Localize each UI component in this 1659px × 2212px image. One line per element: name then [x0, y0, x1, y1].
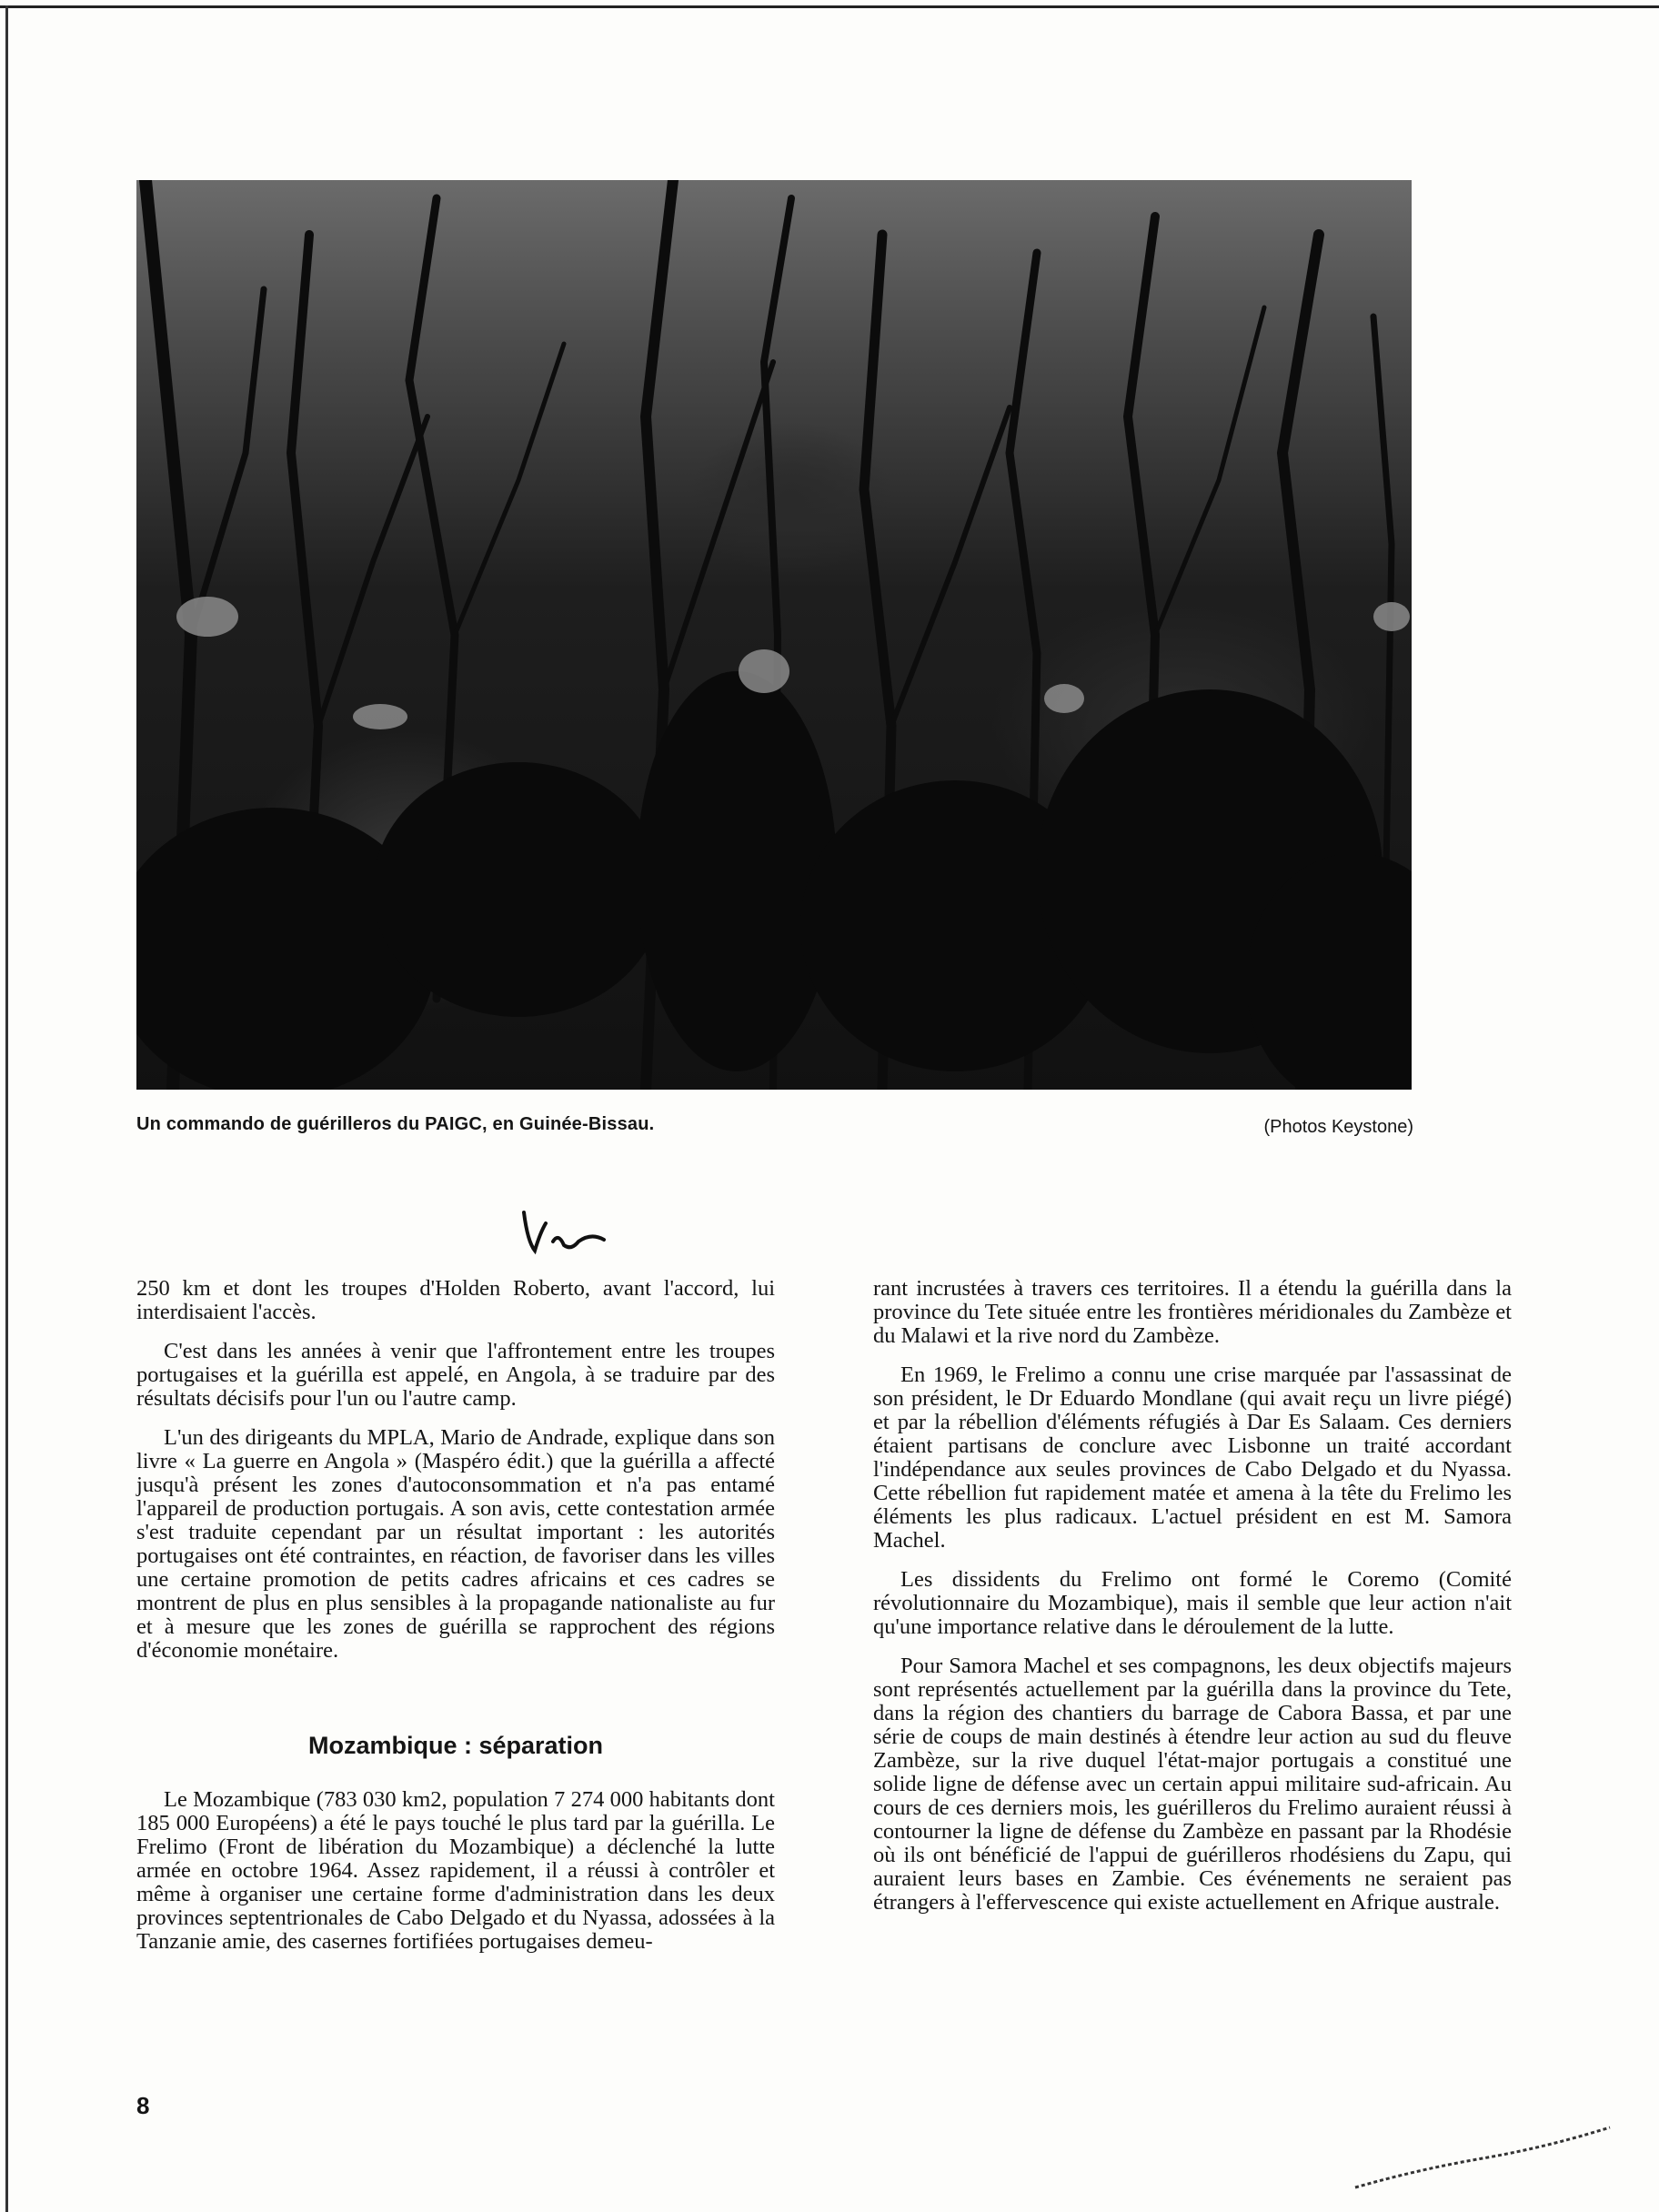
- guerrilla-photo: [136, 180, 1412, 1090]
- paragraph: Pour Samora Machel et ses compagnons, les deux objectifs majeurs sont représentés actuellement par la guérilla dans la province du Tete, dans la région des chantiers du barrage de Cabora Bassa, et par une série de coups de main destinés à étendre leur action au sud du fleuve Zambèze, sur la rive duquel l'état-major portugais a constitué une solide ligne de défense avec un certain appui militaire sud-africain. Au cours de ces derniers mois, les guérilleros du Frelimo auraient réussi à contourner la ligne de défense du Zambèze en passant par la Rhodésie où ils ont bénéficié de l'appui de guérilleros rhodésiens du Zapu, qui auraient leurs bases en Zambie. Ces événements ne seraient pas étrangers à l'effervescence qui existe actuellement en Afrique australe.: [873, 1654, 1512, 1915]
- section-heading: Mozambique : séparation: [307, 1732, 604, 1759]
- forest-silhouette: [136, 180, 1412, 1090]
- scan-artifact-mark: [1346, 2115, 1619, 2197]
- left-column: [136, 1277, 775, 1969]
- left-border-rule: [5, 5, 8, 2212]
- handwritten-mark: [518, 1205, 609, 1260]
- paragraph: rant incrustées à travers ces territoires. Il a étendu la guérilla dans la province du Tete située entre les frontières méridionales du Zambèze et du Malawi et la rive nord du Zambèze.: [873, 1276, 1512, 1348]
- paragraph: C'est dans les années à venir que l'affrontement entre les troupes portugaises et la guérilla est appelé, en Angola, à se traduire par des résultats décisifs pour l'un ou l'autre camp.: [136, 1339, 775, 1411]
- photo-caption: Un commando de guérilleros du PAIGC, en Guinée-Bissau.: [136, 1114, 655, 1134]
- photo-credit: (Photos Keystone): [1263, 1117, 1413, 1137]
- paragraph: L'un des dirigeants du MPLA, Mario de Andrade, explique dans son livre « La guerre en Angola » (Maspéro édit.) que la guérilla a affecté jusqu'à présent les zones d'autoconsommation et n'a pas entamé l'appareil de production portugais. A son avis, cette contestation armée s'est traduite cependant par un résultat important : les autorités portugaises ont été contraintes, en réaction, de favoriser dans les villes une certaine promotion de petits cadres africains et ces cadres se montrent de plus en plus sensibles à la propagande nationaliste au fur et à mesure que les zones de guérilla se rapprochent des régions d'économie monétaire.: [136, 1425, 775, 1663]
- right-column: [873, 1277, 1512, 1930]
- paragraph: Les dissidents du Frelimo ont formé le Coremo (Comité révolutionnaire du Mozambique), mais il semble que leur action n'ait qu'une importance relative dans le déroulement de la lutte.: [873, 1567, 1512, 1639]
- paragraph: Le Mozambique (783 030 km2, population 7 274 000 habitants dont 185 000 Européens) a été le pays touché le plus tard par la guérilla. Le Frelimo (Front de libération du Mozambique) a déclenché la lutte armée en octobre 1964. Assez rapidement, il a réussi à contrôler et même à organiser une certaine forme d'administration dans les deux provinces septentrionales de Cabo Delgado et du Nyassa, adossées à la Tanzanie amie, des casernes fortifiées portugaises demeu-: [136, 1787, 775, 1954]
- page-number: 8: [136, 2092, 150, 2119]
- paragraph: En 1969, le Frelimo a connu une crise marquée par l'assassinat de son président, le Dr Eduardo Mondlane (qui avait reçu un livre piégé) et par la rébellion d'éléments réfugiés à Dar Es Salaam. Ces derniers étaient partisans de conclure avec Lisbonne un traité accordant l'indépendance aux seules provinces de Cabo Delgado et du Nyassa. Cette rébellion fut rapidement matée et amena à la tête du Frelimo les éléments les plus radicaux. L'actuel président en est M. Samora Machel.: [873, 1362, 1512, 1553]
- top-border-rule: [0, 5, 1659, 8]
- paragraph: 250 km et dont les troupes d'Holden Roberto, avant l'accord, lui interdisaient l'accès.: [136, 1276, 775, 1324]
